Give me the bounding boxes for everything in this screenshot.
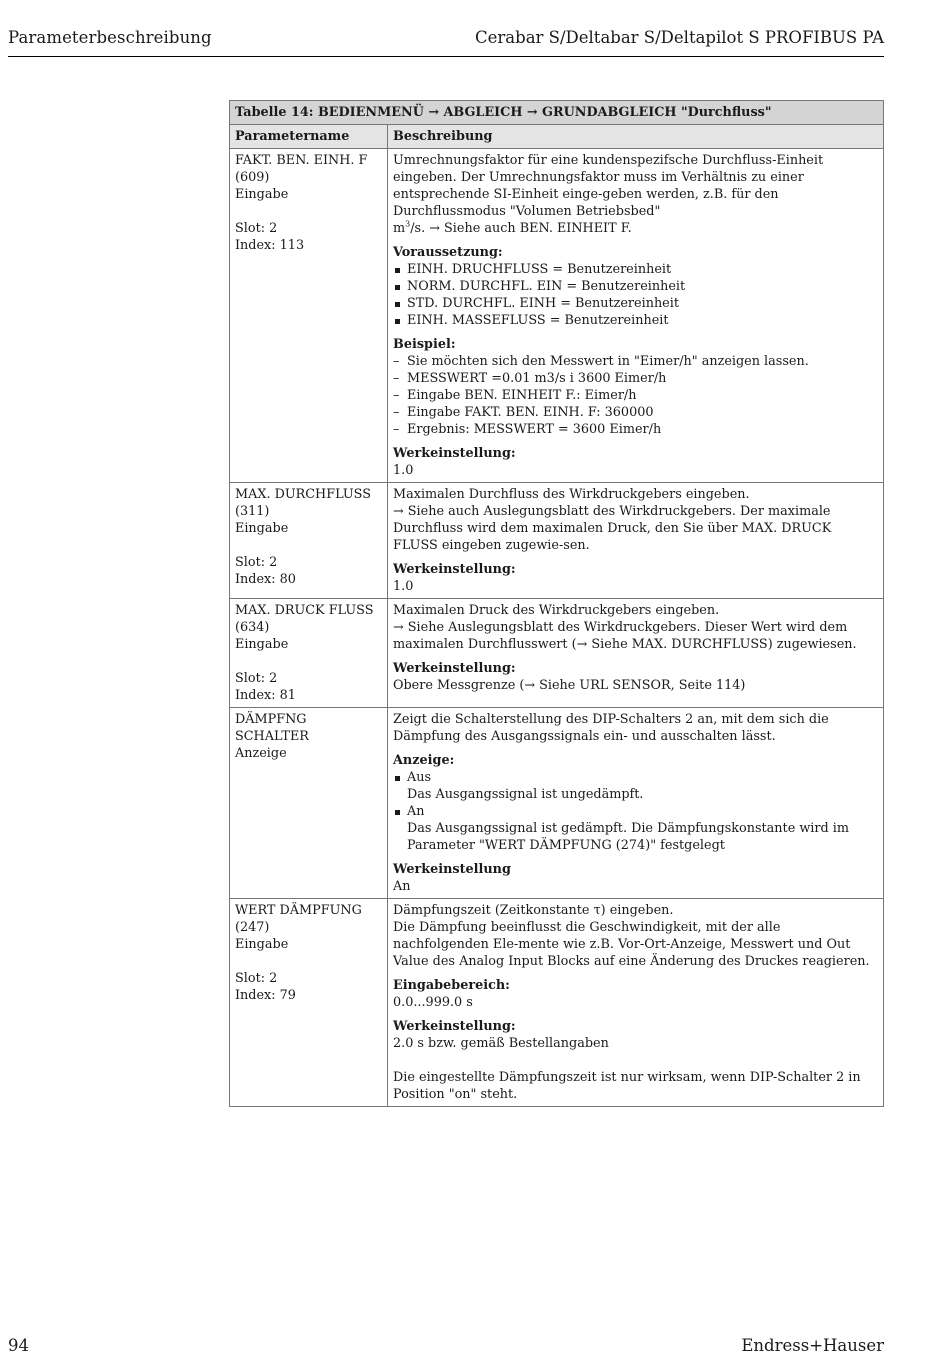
parameter-table [229, 100, 884, 1107]
parameter-index: Index: 113 [235, 238, 305, 253]
table-row [230, 483, 884, 599]
option-description: Das Ausgangssignal ist ungedämpft. [407, 787, 644, 802]
list-item: – Ergebnis: MESSWERT = 3600 Eimer/h [393, 421, 878, 438]
option-name: Aus [407, 770, 432, 785]
parameter-slot: Slot: 2 [235, 671, 278, 686]
parameter-type: Eingabe [235, 521, 289, 536]
default-value: 1.0 [393, 579, 414, 594]
column-header-beschreibung: Beschreibung [388, 125, 884, 149]
precondition-list [393, 261, 878, 329]
parameter-cell [230, 149, 388, 483]
default-label: Werkeinstellung: [393, 446, 516, 461]
description-text: → Siehe auch Auslegungsblatt des Wirkdruckgebers. Der maximale Durchfluss wird dem maximalen Druck, den Sie über MAX. DRUCK FLUSS eingeben zugewie-sen. [393, 504, 832, 553]
parameter-type: Eingabe [235, 937, 289, 952]
running-header-product: Cerabar S/Deltabar S/Deltapilot S PROFIBUS PA [475, 28, 884, 47]
parameter-name: FAKT. BEN. EINH. F (609) [235, 153, 368, 185]
precondition-label: Voraussetzung: [393, 245, 503, 260]
running-header-section: Parameterbeschreibung [8, 28, 212, 47]
example-list [393, 353, 878, 438]
parameter-cell [230, 483, 388, 599]
description-cell [388, 708, 884, 899]
parameter-type: Anzeige [235, 746, 287, 761]
description-cell [388, 599, 884, 708]
list-item: STD. DURCHFL. EINH = Benutzereinheit [393, 295, 878, 312]
description-text: Dämpfungszeit (Zeitkonstante τ) eingeben. [393, 903, 674, 918]
description-cell [388, 149, 884, 483]
header-rule [8, 56, 884, 57]
list-item: – Sie möchten sich den Messwert in "Eimer/h" anzeigen lassen. [393, 353, 878, 370]
default-label: Werkeinstellung: [393, 1019, 516, 1034]
default-label: Werkeinstellung [393, 862, 511, 877]
range-value: 0.0...999.0 s [393, 995, 473, 1010]
parameter-slot: Slot: 2 [235, 555, 278, 570]
default-value: An [393, 879, 411, 894]
table-row [230, 899, 884, 1107]
page-number: 94 [8, 1336, 29, 1355]
parameter-index: Index: 80 [235, 572, 296, 587]
default-label: Werkeinstellung: [393, 562, 516, 577]
list-item: – MESSWERT =0.01 m3/s i 3600 Eimer/h [393, 370, 878, 387]
default-value: 1.0 [393, 463, 414, 478]
list-item: – Eingabe BEN. EINHEIT F.: Eimer/h [393, 387, 878, 404]
parameter-name: DÄMPFNG SCHALTER [235, 712, 309, 744]
description-text: Maximalen Durchfluss des Wirkdruckgebers eingeben. [393, 487, 750, 502]
parameter-type: Eingabe [235, 187, 289, 202]
parameter-name: MAX. DURCHFLUSS (311) [235, 487, 371, 519]
description-text: Zeigt die Schalterstellung des DIP-Schalters 2 an, mit dem sich die Dämpfung des Ausgangssignals ein- und ausschalten lässt. [393, 712, 829, 744]
display-options-list [393, 769, 878, 854]
column-header-parametername: Parametername [230, 125, 388, 149]
parameter-cell [230, 708, 388, 899]
example-label: Beispiel: [393, 337, 456, 352]
description-text: Maximalen Druck des Wirkdruckgebers eingeben. [393, 603, 720, 618]
note-text: Die eingestellte Dämpfungszeit ist nur wirksam, wenn DIP-Schalter 2 in Position "on" steht. [393, 1070, 861, 1102]
table-caption: Tabelle 14: BEDIENMENÜ → ABGLEICH → GRUNDABGLEICH "Durchfluss" [230, 101, 884, 125]
option-description: Das Ausgangssignal ist gedämpft. Die Dämpfungskonstante wird im Parameter "WERT DÄMPFUNG (274)" festgelegt [407, 821, 849, 853]
parameter-index: Index: 81 [235, 688, 296, 703]
default-value: 2.0 s bzw. gemäß Bestellangaben [393, 1036, 609, 1051]
default-label: Werkeinstellung: [393, 661, 516, 676]
table-row [230, 599, 884, 708]
parameter-index: Index: 79 [235, 988, 296, 1003]
description-text: Umrechnungsfaktor für eine kundenspezifsche Durchfluss-Einheit eingeben. Der Umrechnungsfaktor muss im Verhältnis zu einer entsprechende SI-Einheit einge-geben werden, z.B. für den Durchflussmodus "Volumen Betriebsbed" $m^3/s$. → Siehe auch BEN. EINHEIT F. [393, 153, 824, 236]
option-name: An [407, 804, 425, 819]
list-item: – Eingabe FAKT. BEN. EINH. F: 360000 [393, 404, 878, 421]
parameter-type: Eingabe [235, 637, 289, 652]
list-item: EINH. MASSEFLUSS = Benutzereinheit [393, 312, 878, 329]
description-text: Die Dämpfung beeinflusst die Geschwindigkeit, mit der alle nachfolgenden Ele-mente wie z.B. Vor-Ort-Anzeige, Messwert und Out Value des Analog Input Blocks auf eine Änderung des Druckes reagieren. [393, 920, 870, 969]
parameter-name: MAX. DRUCK FLUSS (634) [235, 603, 374, 635]
table-row [230, 708, 884, 899]
default-value: Obere Messgrenze (→ Siehe URL SENSOR, Seite 114) [393, 678, 746, 693]
description-cell [388, 483, 884, 599]
parameter-cell [230, 899, 388, 1107]
display-label: Anzeige: [393, 753, 455, 768]
list-item: EINH. DRUCHFLUSS = Benutzereinheit [393, 261, 878, 278]
table-row [230, 149, 884, 483]
brand-name: Endress+Hauser [741, 1336, 884, 1355]
parameter-name: WERT DÄMPFUNG (247) [235, 903, 362, 935]
list-item [393, 769, 878, 803]
description-text: → Siehe Auslegungsblatt des Wirkdruckgebers. Dieser Wert wird dem maximalen Durchflusswert (→ Siehe MAX. DURCHFLUSS) zugewiesen. [393, 620, 857, 652]
range-label: Eingabebereich: [393, 978, 510, 993]
description-cell [388, 899, 884, 1107]
parameter-slot: Slot: 2 [235, 971, 278, 986]
parameter-slot: Slot: 2 [235, 221, 278, 236]
list-item: NORM. DURCHFL. EIN = Benutzereinheit [393, 278, 878, 295]
list-item [393, 803, 878, 854]
parameter-cell [230, 599, 388, 708]
